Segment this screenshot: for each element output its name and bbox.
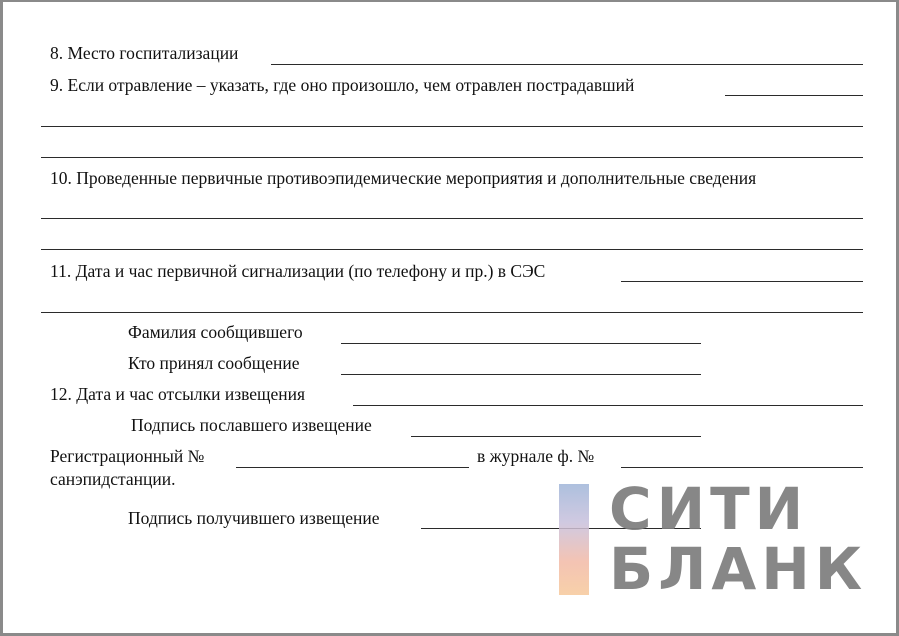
item-12-label: 12. Дата и час отсылки извещения: [50, 384, 306, 404]
received-by-label: Кто принял сообщение: [128, 353, 300, 373]
station-label: санэпидстанции.: [50, 469, 176, 489]
reporter-surname-label: Фамилия сообщившего: [128, 322, 303, 342]
journal-form-label: в журнале ф. №: [477, 446, 595, 466]
hospitalization-place-field[interactable]: [271, 64, 863, 65]
signal-datetime-line-2[interactable]: [41, 312, 863, 313]
poisoning-details-line-3[interactable]: [41, 157, 863, 158]
item-11-label: 11. Дата и час первичной сигнализации (по телефону и пр.) в СЭС: [50, 261, 546, 281]
poisoning-details-field[interactable]: [725, 95, 863, 96]
reporter-surname-field[interactable]: [341, 343, 701, 344]
sender-signature-label: Подпись пославшего извещение: [131, 415, 372, 435]
item-8-label: 8. Место госпитализации: [50, 43, 239, 63]
poisoning-details-line-2[interactable]: [41, 126, 863, 127]
item-10-label: 10. Проведенные первичные противоэпидемические мероприятия и дополнительные сведения: [50, 168, 757, 188]
registration-number-label: Регистрационный №: [50, 446, 205, 466]
receiver-signature-label: Подпись получившего извещение: [128, 508, 380, 528]
registration-number-field[interactable]: [236, 467, 469, 468]
journal-form-field[interactable]: [621, 467, 863, 468]
measures-line-1[interactable]: [41, 218, 863, 219]
dispatch-datetime-field[interactable]: [353, 405, 863, 406]
signal-datetime-field[interactable]: [621, 281, 863, 282]
sender-signature-field[interactable]: [411, 436, 701, 437]
measures-line-2[interactable]: [41, 249, 863, 250]
logo-text-line-2: БЛАНК: [609, 535, 868, 603]
logo-text-line-1: СИТИ: [609, 475, 809, 543]
received-by-field[interactable]: [341, 374, 701, 375]
logo-gradient-bar: [559, 484, 589, 595]
item-9-label: 9. Если отравление – указать, где оно произошло, чем отравлен пострадавший: [50, 75, 635, 95]
